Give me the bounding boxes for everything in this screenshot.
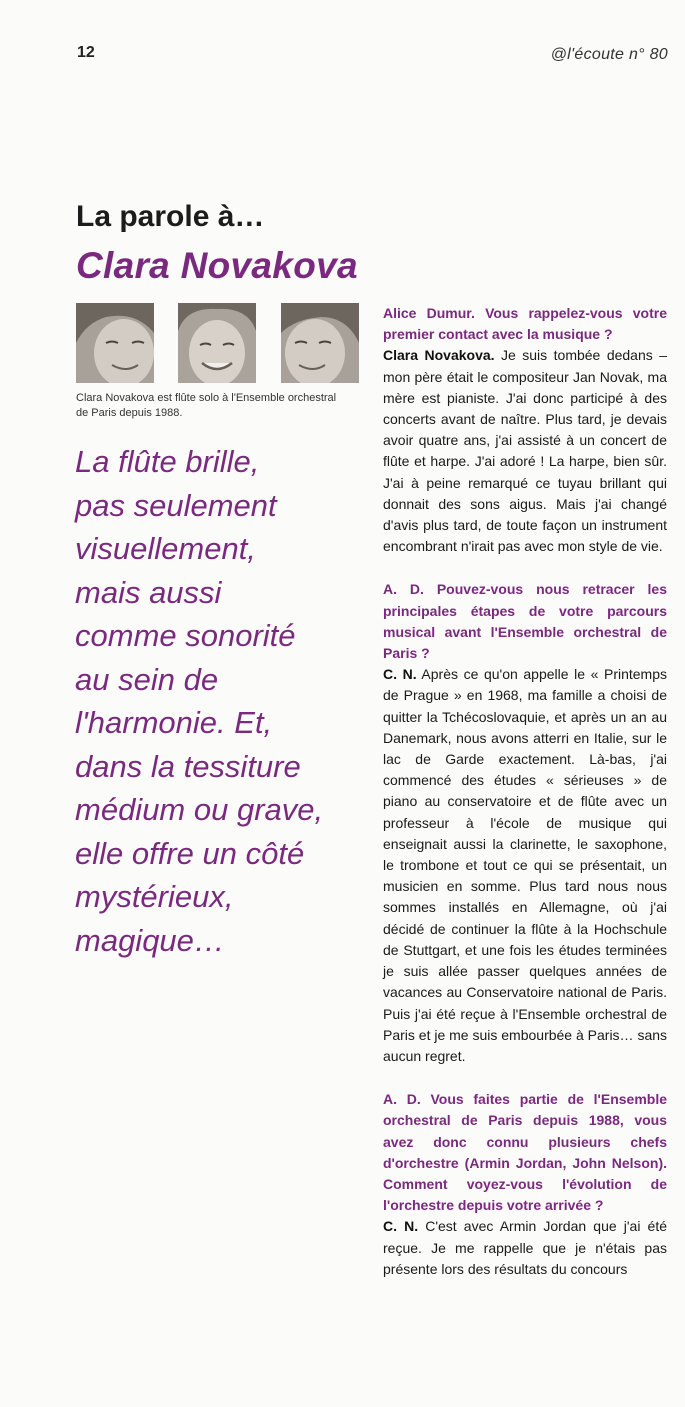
pull-quote-line: au sein de [75,661,219,697]
issue-label: @l'écoute n° 80 [550,46,668,63]
speaker-label: C. N. [383,666,417,683]
interview-answer [383,1216,667,1280]
answer-text: Je suis tombée dedans – mon père était le compositeur Jan Novak, ma mère est pianiste. J'ai donc participé à des concerts avant de naître. Plus tard, je devais avoir quatre ans, j'ai assisté à un concert de flûte et harpe. J'ai adoré ! La harpe, bien sûr. J'ai à peine remarqué ce tuyau brillant qui donnait des sons aigus. Mais j'ai changé d'avis plus tard, de toute façon un instrument encombrant n'irait pas avec mon style de vie. [383,347,668,555]
pull-quote-line: pas seulement [75,487,277,523]
portrait-photo-3 [281,303,359,383]
interview-answer [383,345,667,557]
interview-answer [383,664,667,1067]
caption-line: Clara Novakova est flûte solo à l'Ensemble orchestral [76,392,337,404]
interviewee-name: Clara Novakova [76,245,358,286]
interview-question: A. D. Pouvez-vous nous retracer les principales étapes de votre parcours musical avant l'Ensemble orchestral de Paris ? [383,581,667,662]
portrait-photo-1 [76,303,154,383]
page-number: 12 [77,44,95,61]
speaker-label: Clara Novakova. [383,347,495,364]
pull-quote-line: mystérieux, [75,879,234,914]
pull-quote [75,440,323,962]
pull-quote-line: magique… [75,922,225,958]
portrait-photo-2 [178,303,256,383]
pull-quote-line: mais aussi [75,574,222,610]
interview-column [383,303,667,1280]
section-heading: La parole à… [76,200,265,233]
pull-quote-line: elle offre un côté [75,835,305,871]
answer-text: C'est avec Armin Jordan que j'ai été reçue. Je me rappelle que je n'étais pas présente lors des résultats du concours [383,1218,667,1277]
portrait-photo-icon [178,303,256,383]
speaker-label: C. N. [383,1218,419,1235]
photo-caption [76,391,366,421]
portrait-photo-icon [76,303,154,383]
pull-quote-line: La flûte brille, [75,444,260,479]
interview-question: Alice Dumur. Vous rappelez-vous votre premier contact avec la musique ? [383,305,667,343]
caption-line: de Paris depuis 1988. [76,407,183,419]
pull-quote-line: médium ou grave, [75,792,324,827]
pull-quote-line: visuellement, [75,531,256,566]
answer-text: Après ce qu'on appelle le « Printemps de Prague » en 1968, ma famille a choisi de quitter la Tchécoslovaquie, et après un an au Danemark, nous avons atterri en Italie, sur le lac de Garde exactement. Là-bas, j'ai commencé des études « sérieuses » de piano au conservatoire et de flûte avec un professeur à l'école de musique qui enseignait aussi la clarinette, le saxophone, le trombone et tout ce qui se présentait, un musicien en somme. Plus tard nous nous sommes installés en Allemagne, où j'ai décidé de continuer la flûte à la Hochschule de Stuttgart, et une fois les études terminées je suis allée passer quelques années de vacances au Conservatoire national de Paris. Puis j'ai été reçue à l'Ensemble orchestral de Paris et je me suis embourbée à Paris… sans aucun regret. [383,666,668,1064]
interview-question: A. D. Vous faites partie de l'Ensemble orchestral de Paris depuis 1988, vous avez donc connu plusieurs chefs d'orchestre (Armin Jordan, John Nelson). Comment voyez-vous l'évolution de l'orchestre depuis votre arrivée ? [383,1091,667,1214]
portrait-photo-icon [281,303,359,383]
pull-quote-line: l'harmonie. Et, [75,705,273,740]
pull-quote-line: comme sonorité [75,618,296,653]
pull-quote-line: dans la tessiture [75,748,301,784]
